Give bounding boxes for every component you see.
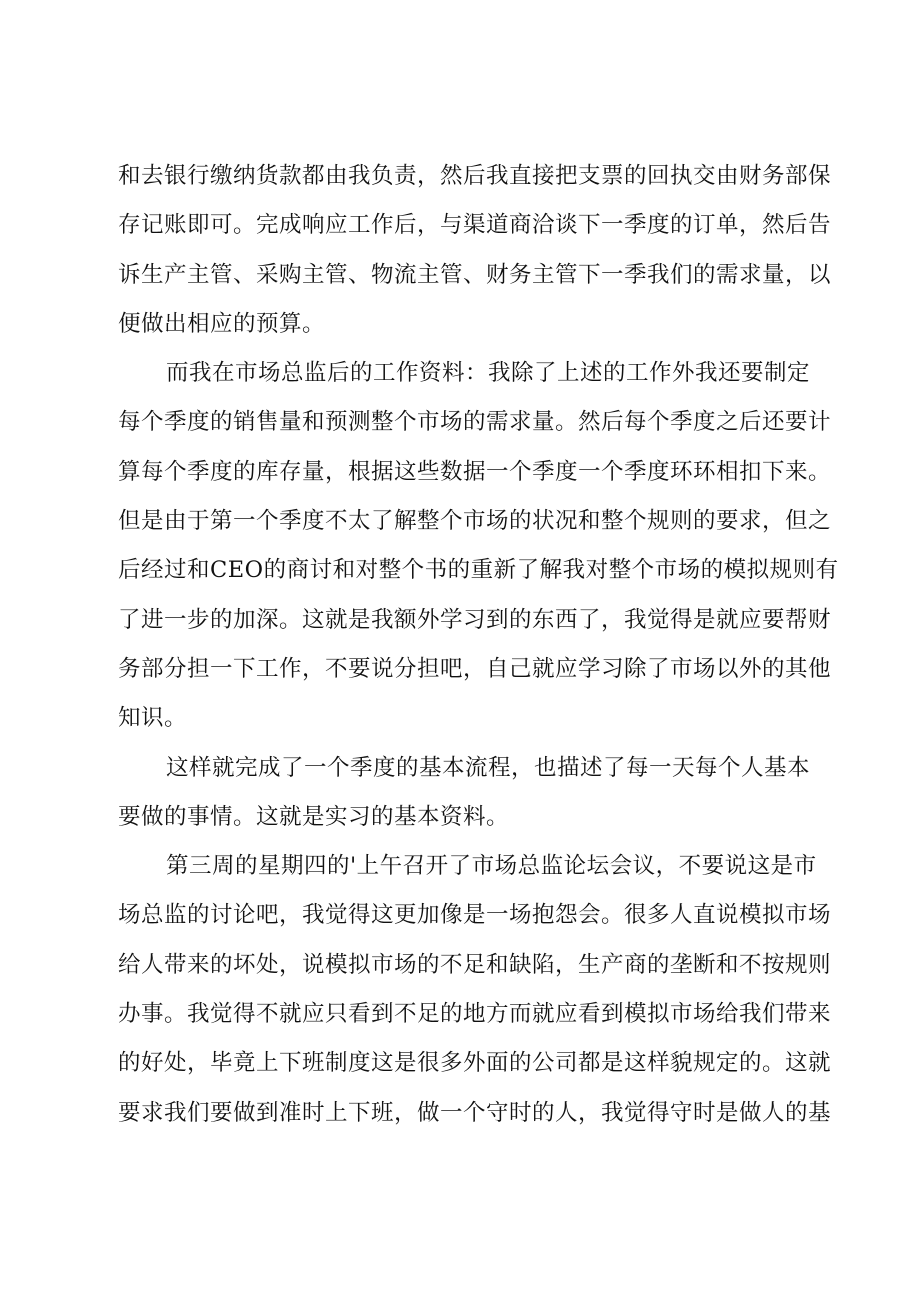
paragraph-4-line-6: 要求我们要做到准时上下班，做一个守时的人，我觉得守时是做人的基 [118,1099,832,1126]
paragraph-4-line-3: 给人带来的坏处，说模拟市场的不足和缺陷，生产商的垄断和不按规则 [118,951,832,978]
paragraph-2-line-4: 但是由于第一个季度不太了解整个市场的状况和整个规则的要求，但之 [118,508,832,535]
paragraph-2-line-1: 而我在市场总监后的工作资料：我除了上述的工作外我还要制定 [166,360,811,387]
paragraph-2-line-8: 知识。 [118,705,188,732]
paragraph-3-line-2: 要做的事情。这就是实习的基本资料。 [118,803,510,830]
document-body [118,152,839,1138]
paragraph-1-line-4: 便做出相应的预算。 [118,310,326,337]
paragraph-4-line-4: 办事。我觉得不就应只看到不足的地方而就应看到模拟市场给我们带来 [118,1001,832,1028]
paragraph-1-line-3: 诉生产主管、采购主管、物流主管、财务主管下一季我们的需求量，以 [118,261,832,288]
paragraph-4-line-2: 场总监的讨论吧，我觉得这更加像是一场抱怨会。很多人直说模拟市场 [118,902,832,929]
paragraph-4-line-1: 第三周的星期四的'上午召开了市场总监论坛会议，不要说这是市 [166,853,817,880]
paragraph-2-line-3: 算每个季度的库存量，根据这些数据一个季度一个季度环环相扣下来。 [118,458,832,485]
paragraph-1-line-1: 和去银行缴纳货款都由我负责，然后我直接把支票的回执交由财务部保 [118,163,832,189]
paragraph-1-line-2: 存记账即可。完成响应工作后，与渠道商洽谈下一季度的订单，然后告 [118,212,832,239]
paragraph-3-line-1: 这样就完成了一个季度的基本流程，也描述了每一天每个人基本 [166,754,811,781]
paragraph-2-line-6: 了进一步的加深。这就是我额外学习到的东西了，我觉得是就应要帮财 [118,606,832,633]
paragraph-4-line-5: 的好处，毕竟上下班制度这是很多外面的公司都是这样貌规定的。这就 [118,1050,832,1077]
paragraph-2-line-2: 每个季度的销售量和预测整个市场的需求量。然后每个季度之后还要计 [118,409,832,436]
paragraph-2-line-5: 后经过和CEO的商讨和对整个书的重新了解我对整个市场的模拟规则有 [118,557,839,584]
paragraph-2-line-7: 务部分担一下工作，不要说分担吧，自己就应学习除了市场以外的其他 [118,655,832,682]
